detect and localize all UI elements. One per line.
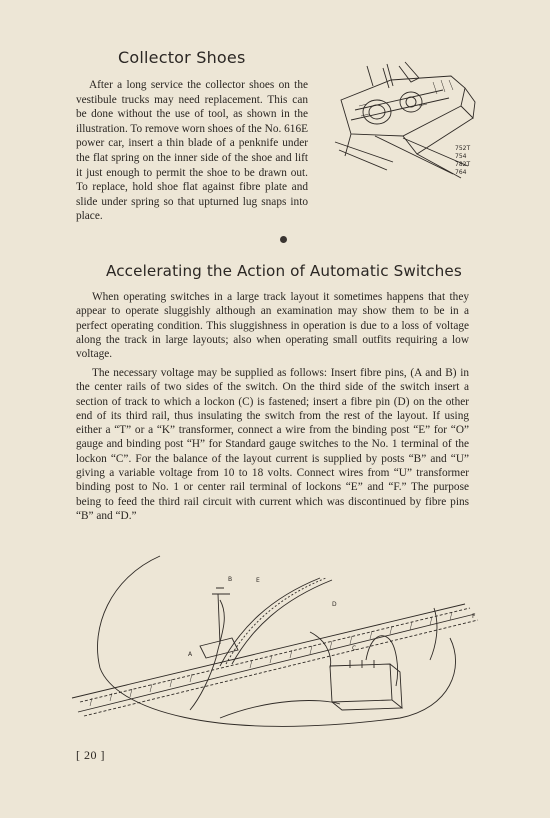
automatic-switches-heading: Accelerating the Action of Automatic Switches (106, 262, 462, 280)
collector-shoes-heading: Collector Shoes (118, 48, 246, 67)
collector-shoes-paragraph: After a long service the collector shoes on the vestibule trucks may need replacement. This can be done without the use of tool, as shown in the illustration. To remove worn shoes of the No. 616E power car, insert a thin blade of a penknife under the flat spring on the inner side of the shoe and lift it just enough to permit the shoe to be drawn out. To replace, hold shoe flat against fibre plate and slide under spring so that upturned lug snaps into place. (76, 79, 308, 223)
part-number-label: 764 (455, 169, 467, 176)
section-divider-bullet (280, 236, 287, 243)
part-number-label: 752T (455, 145, 471, 152)
switch-wiring-illustration (70, 548, 490, 748)
fibre-pin-d-label: D (332, 601, 337, 608)
lockon-c-label: C (352, 645, 357, 652)
collector-shoe-part-numbers (455, 145, 470, 177)
switches-paragraph-2: The necessary voltage may be supplied as follows: Insert fibre pins, (A and B) in the center rails of two sides of the switch. On the third side of the switch insert a section of track to which a lockon (C) is fastened; insert a fibre pin (D) on the other end of its third rail, thus insulating the switch from the rest of the layout. If using either a “T” or a “K” transformer, connect a wire from the binding post “E” for “O” gauge and binding post “H” for Standard gauge switches to the No. 1 terminal of the lockon “C”. For the balance of the layout current is supplied by posts “B” and “U” giving a variable voltage from 10 to 18 volts. Connect wires from “U” transformer binding post to No. 1 or center rail terminal of lockons “E” and “F.” The purpose being to feed the third rail circuit with current which was discontinued by fibre pins “B” and “D.” (76, 367, 469, 522)
fibre-pin-b-label: B (228, 576, 233, 583)
lockon-e-label: E (256, 577, 260, 584)
page-number: [ 20 ] (76, 748, 105, 762)
part-number-label: 754 (455, 153, 467, 160)
fibre-pin-a-label: A (188, 651, 193, 658)
switches-paragraph-1: When operating switches in a large track layout it sometimes happens that they appear to operate sluggishly although an examination may show them to be in a perfect operating condition. This sluggishness in operation is due to a loss of voltage along the track in large layouts; also when operating small outfits requiring a low voltage. (76, 291, 469, 361)
lockon-f-label: F (472, 613, 476, 620)
part-number-label: 782T (455, 161, 471, 168)
